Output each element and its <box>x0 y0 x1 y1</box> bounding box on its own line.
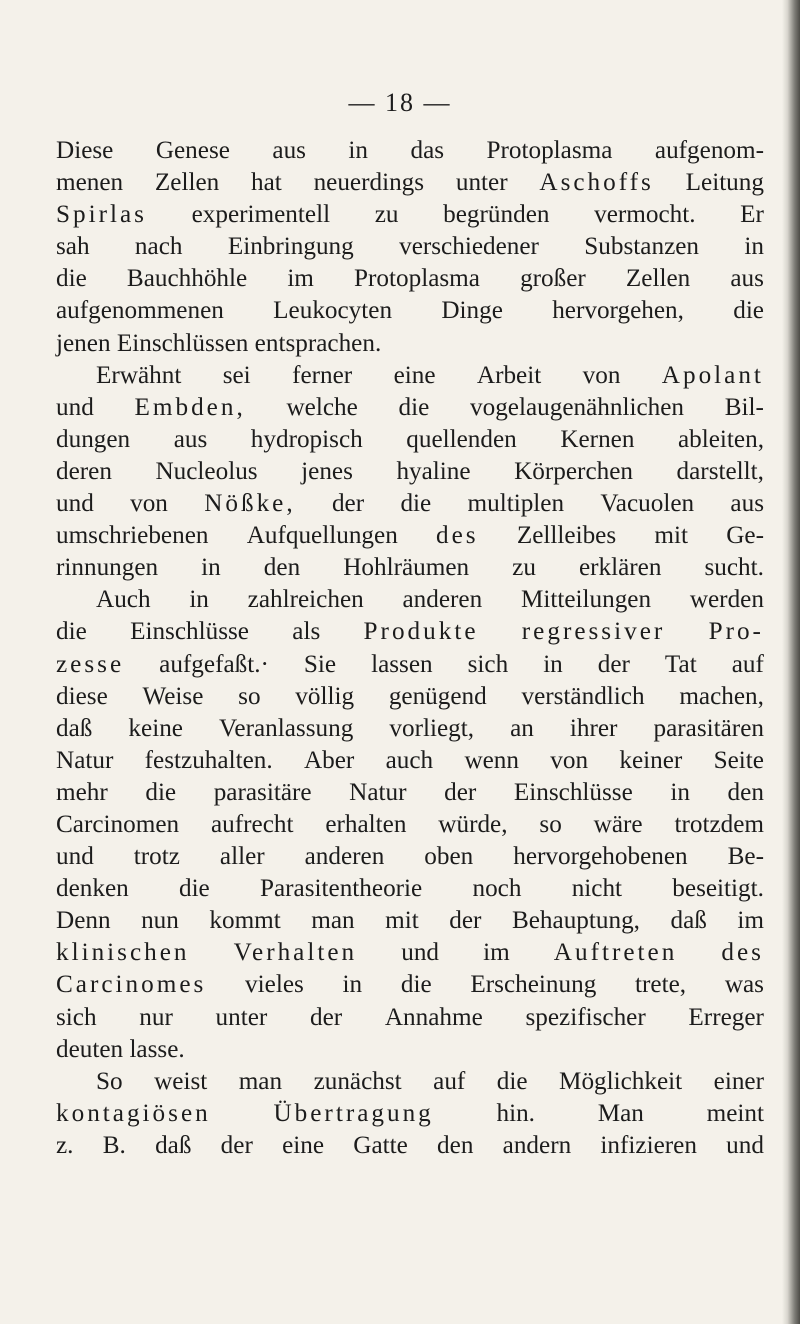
word: in <box>744 233 764 261</box>
word: oben <box>424 843 474 871</box>
word: Erscheinung <box>470 971 597 999</box>
word: ferner <box>292 361 353 389</box>
word: hydropisch <box>250 425 363 453</box>
text-line <box>56 328 764 360</box>
word: Weise <box>142 682 204 710</box>
word: des <box>721 939 764 967</box>
word: Protoplasma <box>486 137 613 164</box>
word: den <box>437 1131 474 1159</box>
word: vermocht. <box>594 201 696 229</box>
word: im <box>737 907 764 935</box>
word: Zellen <box>625 265 691 293</box>
text-line <box>56 360 764 392</box>
text-line <box>56 424 764 456</box>
body-text <box>56 135 764 1162</box>
word: Zellen <box>154 169 220 197</box>
word: aus <box>173 425 208 453</box>
word: aus <box>730 265 764 293</box>
word: Gatte <box>353 1131 408 1159</box>
text-line <box>56 584 764 616</box>
word: Nößke, <box>204 490 296 518</box>
word: Arbeit <box>476 361 542 389</box>
word: genügend <box>388 682 487 710</box>
word: Diese <box>56 137 114 164</box>
word: Ge- <box>726 522 764 550</box>
word: aufgefaßt.· <box>159 650 269 678</box>
text-line <box>56 649 764 681</box>
word: Pro- <box>708 618 764 646</box>
text-line <box>56 135 764 167</box>
word: in <box>189 586 209 614</box>
word: Aber <box>303 746 355 774</box>
word: Aufquellungen <box>246 522 398 550</box>
text-line <box>56 1034 764 1066</box>
word: zahlreichen <box>247 586 364 614</box>
word: daß <box>56 714 93 742</box>
word: im <box>287 265 314 293</box>
text-line <box>56 520 764 552</box>
word: Einschlüssen <box>116 329 255 357</box>
word: von <box>550 746 589 774</box>
text-line <box>56 937 764 969</box>
word: die <box>733 297 764 325</box>
word: spezifischer <box>525 1003 646 1031</box>
word: Seite <box>713 746 764 774</box>
word: in <box>342 971 363 999</box>
text-line <box>56 969 764 1001</box>
word: Erwähnt <box>96 361 182 389</box>
word: und <box>401 939 440 967</box>
text-line <box>56 1098 764 1130</box>
word: Sie <box>303 650 337 678</box>
word: in <box>201 554 221 582</box>
word: daß <box>155 1131 192 1159</box>
word: Bauchhöhle <box>126 265 248 293</box>
word: der <box>331 490 365 518</box>
word: aufgenommenen <box>56 297 224 325</box>
word: Genese <box>155 137 230 164</box>
word: hervorgehobenen <box>513 843 688 871</box>
word: die <box>400 971 432 999</box>
word: hyaline <box>396 457 471 485</box>
word: der <box>220 1131 253 1159</box>
word: Carcinomen <box>56 810 180 838</box>
word: und <box>56 490 94 518</box>
word: zesse <box>56 650 125 678</box>
word: neuerdings <box>313 169 425 197</box>
text-line <box>56 295 764 327</box>
word: so <box>539 810 562 838</box>
text-line <box>56 552 764 584</box>
word: sah <box>56 233 90 261</box>
word: parasitäre <box>213 778 312 806</box>
word: nur <box>139 1003 173 1031</box>
word: die <box>145 778 177 806</box>
word: keiner <box>619 746 683 774</box>
text-line <box>56 809 764 841</box>
word: Leukocyten <box>273 297 393 325</box>
word: regressiver <box>521 618 666 646</box>
word: Aschoffs <box>539 169 654 197</box>
text-line <box>56 392 764 424</box>
text-line <box>56 681 764 713</box>
word: mit <box>654 522 688 550</box>
text-line <box>56 199 764 231</box>
word: Natur <box>56 746 114 774</box>
word: erhalten <box>325 810 407 838</box>
word: eine <box>282 1131 325 1159</box>
word: so <box>238 682 261 710</box>
word: des <box>436 522 479 550</box>
word: sich <box>467 650 509 678</box>
word: das <box>410 137 445 164</box>
word: im <box>483 939 510 967</box>
word: hervorgehen, <box>552 297 684 325</box>
word: aus <box>730 490 764 518</box>
word: Erreger <box>688 1003 764 1031</box>
word: sei <box>222 361 251 389</box>
text-line <box>56 1002 764 1034</box>
word: Hohlräumen <box>343 554 470 582</box>
word: die <box>56 265 87 293</box>
word: Mitteilungen <box>520 586 652 614</box>
word: Vacuolen <box>600 490 695 518</box>
word: Kernen <box>560 425 635 453</box>
word: aufrecht <box>210 810 294 838</box>
word: deuten <box>56 1035 130 1063</box>
word: trete, <box>635 971 687 999</box>
word: meint <box>706 1099 764 1127</box>
word: Behauptung, <box>511 907 640 935</box>
word: wenn <box>464 746 519 774</box>
word: Verhalten <box>233 939 358 967</box>
word: Spirlas <box>56 201 147 229</box>
word: entsprachen. <box>254 329 382 357</box>
word: Carcinomes <box>56 971 207 999</box>
word: zunächst <box>313 1067 402 1095</box>
word: den <box>727 778 764 806</box>
word: lasse. <box>129 1035 185 1063</box>
word: Be- <box>727 843 764 871</box>
word: andern <box>502 1131 572 1159</box>
word: würde, <box>438 810 508 838</box>
word: Protoplasma <box>354 265 480 293</box>
word: man <box>311 907 355 935</box>
word: So <box>96 1067 123 1095</box>
word: hat <box>251 169 282 197</box>
word: eine <box>393 361 436 389</box>
word: Produkte <box>363 618 479 646</box>
word: vogelaugenähnlichen <box>470 393 685 421</box>
word: jenen <box>56 329 117 357</box>
word: denken <box>56 875 129 903</box>
word: den <box>263 554 301 582</box>
word: diese <box>56 682 108 710</box>
word: infizieren <box>600 1131 697 1159</box>
word: Einbringung <box>227 233 354 261</box>
word: klinischen <box>56 939 190 967</box>
word: nicht <box>571 875 623 903</box>
word: vieles <box>245 971 304 999</box>
word: Tat <box>664 650 697 678</box>
text-line <box>56 713 764 745</box>
word: aller <box>219 843 265 871</box>
word: die <box>398 393 430 421</box>
text-line <box>56 167 764 199</box>
word: Denn <box>56 907 111 935</box>
word: zu <box>374 201 399 229</box>
word: erklären <box>578 554 662 582</box>
word: hin. <box>496 1099 535 1127</box>
word: Annahme <box>384 1003 483 1031</box>
word: Veranlassung <box>219 714 354 742</box>
word: die <box>56 618 87 646</box>
text-line <box>56 488 764 520</box>
word: als <box>292 618 321 646</box>
word: der <box>449 907 482 935</box>
word: trotzdem <box>674 810 764 838</box>
word: sucht. <box>704 554 764 582</box>
word: von <box>130 490 168 518</box>
word: jenes <box>301 457 353 485</box>
word: Er <box>740 201 764 229</box>
word: wäre <box>593 810 643 838</box>
word: aus <box>272 137 306 164</box>
text-line <box>56 1130 764 1162</box>
word: einer <box>713 1067 764 1095</box>
word: festzuhalten. <box>144 746 273 774</box>
word: der <box>444 778 477 806</box>
word: Embden, <box>134 393 246 421</box>
word: begründen <box>443 201 550 229</box>
text-line <box>56 745 764 777</box>
word: keine <box>128 714 183 742</box>
word: z. <box>56 1131 74 1159</box>
word: Leitung <box>685 169 764 197</box>
word: weist <box>154 1067 208 1095</box>
word: in <box>348 137 369 164</box>
word: darstellt, <box>676 457 764 485</box>
word: völlig <box>295 682 355 710</box>
word: B. <box>102 1131 126 1159</box>
word: kommt <box>209 907 281 935</box>
word: zu <box>512 554 536 582</box>
word: auf <box>433 1067 466 1095</box>
text-line <box>56 1066 764 1098</box>
word: Auftreten <box>553 939 678 967</box>
text-line <box>56 873 764 905</box>
word: Körperchen <box>514 457 633 485</box>
word: die <box>178 875 210 903</box>
word: parasitären <box>653 714 764 742</box>
word: in <box>670 778 690 806</box>
word: lassen <box>371 650 433 678</box>
word: mehr <box>56 778 108 806</box>
word: nach <box>134 233 183 261</box>
word: unter <box>455 169 508 197</box>
word: ihrer <box>569 714 618 742</box>
word: was <box>724 971 764 999</box>
word: auf <box>731 650 764 678</box>
word: ableiten, <box>677 425 764 453</box>
page-edge-shadow <box>782 0 800 1324</box>
word: umschriebenen <box>56 522 209 550</box>
word: die <box>496 1067 528 1095</box>
word: nun <box>141 907 179 935</box>
text-line <box>56 841 764 873</box>
word: und <box>56 843 94 871</box>
word: der <box>309 1003 343 1031</box>
word: deren <box>56 457 112 485</box>
word: machen, <box>679 682 764 710</box>
word: vorliegt, <box>389 714 475 742</box>
word: Natur <box>349 778 407 806</box>
page-number: — 18 — <box>348 88 452 117</box>
word: Dinge <box>441 297 503 325</box>
text-line <box>56 231 764 263</box>
word: sich <box>56 1003 97 1031</box>
word: unter <box>215 1003 268 1031</box>
word: Nucleolus <box>155 457 258 485</box>
word: Möglichkeit <box>559 1067 683 1095</box>
word: Einschlüsse <box>130 618 249 646</box>
word: der <box>597 650 630 678</box>
word: man <box>238 1067 283 1095</box>
word: verschiedener <box>399 233 539 261</box>
word: welche <box>286 393 358 421</box>
text-line <box>56 905 764 937</box>
word: anderen <box>304 843 385 871</box>
word: Bil- <box>724 393 764 421</box>
word: multiplen <box>467 490 565 518</box>
word: aufgenom- <box>654 137 764 164</box>
word: dungen <box>56 425 131 453</box>
word: Substanzen <box>584 233 700 261</box>
word: an <box>510 714 534 742</box>
word: werden <box>689 586 764 614</box>
word: daß <box>670 907 707 935</box>
word: Zellleibes <box>516 522 617 550</box>
word: trotz <box>133 843 180 871</box>
word: beseitigt. <box>672 875 764 903</box>
word: anderen <box>402 586 483 614</box>
word: und <box>726 1131 764 1159</box>
text-line <box>56 456 764 488</box>
word: Apolant <box>661 361 764 389</box>
word: verständlich <box>521 682 645 710</box>
word: Man <box>597 1099 644 1127</box>
word: menen <box>56 169 124 197</box>
text-line <box>56 777 764 809</box>
word: experimentell <box>191 201 331 229</box>
text-line <box>56 263 764 295</box>
word: mit <box>385 907 419 935</box>
word: Einschlüsse <box>513 778 633 806</box>
word: großer <box>520 265 586 293</box>
word: und <box>56 393 94 421</box>
word: auch <box>385 746 434 774</box>
text-line <box>56 616 764 648</box>
word: von <box>582 361 621 389</box>
word: quellenden <box>406 425 517 453</box>
word: kontagiösen <box>56 1099 211 1127</box>
word: Übertragung <box>273 1099 434 1127</box>
word: rinnungen <box>56 554 159 582</box>
word: die <box>400 490 432 518</box>
word: noch <box>472 875 522 903</box>
word: Parasitentheorie <box>259 875 423 903</box>
word: Auch <box>96 586 151 614</box>
word: in <box>543 650 563 678</box>
